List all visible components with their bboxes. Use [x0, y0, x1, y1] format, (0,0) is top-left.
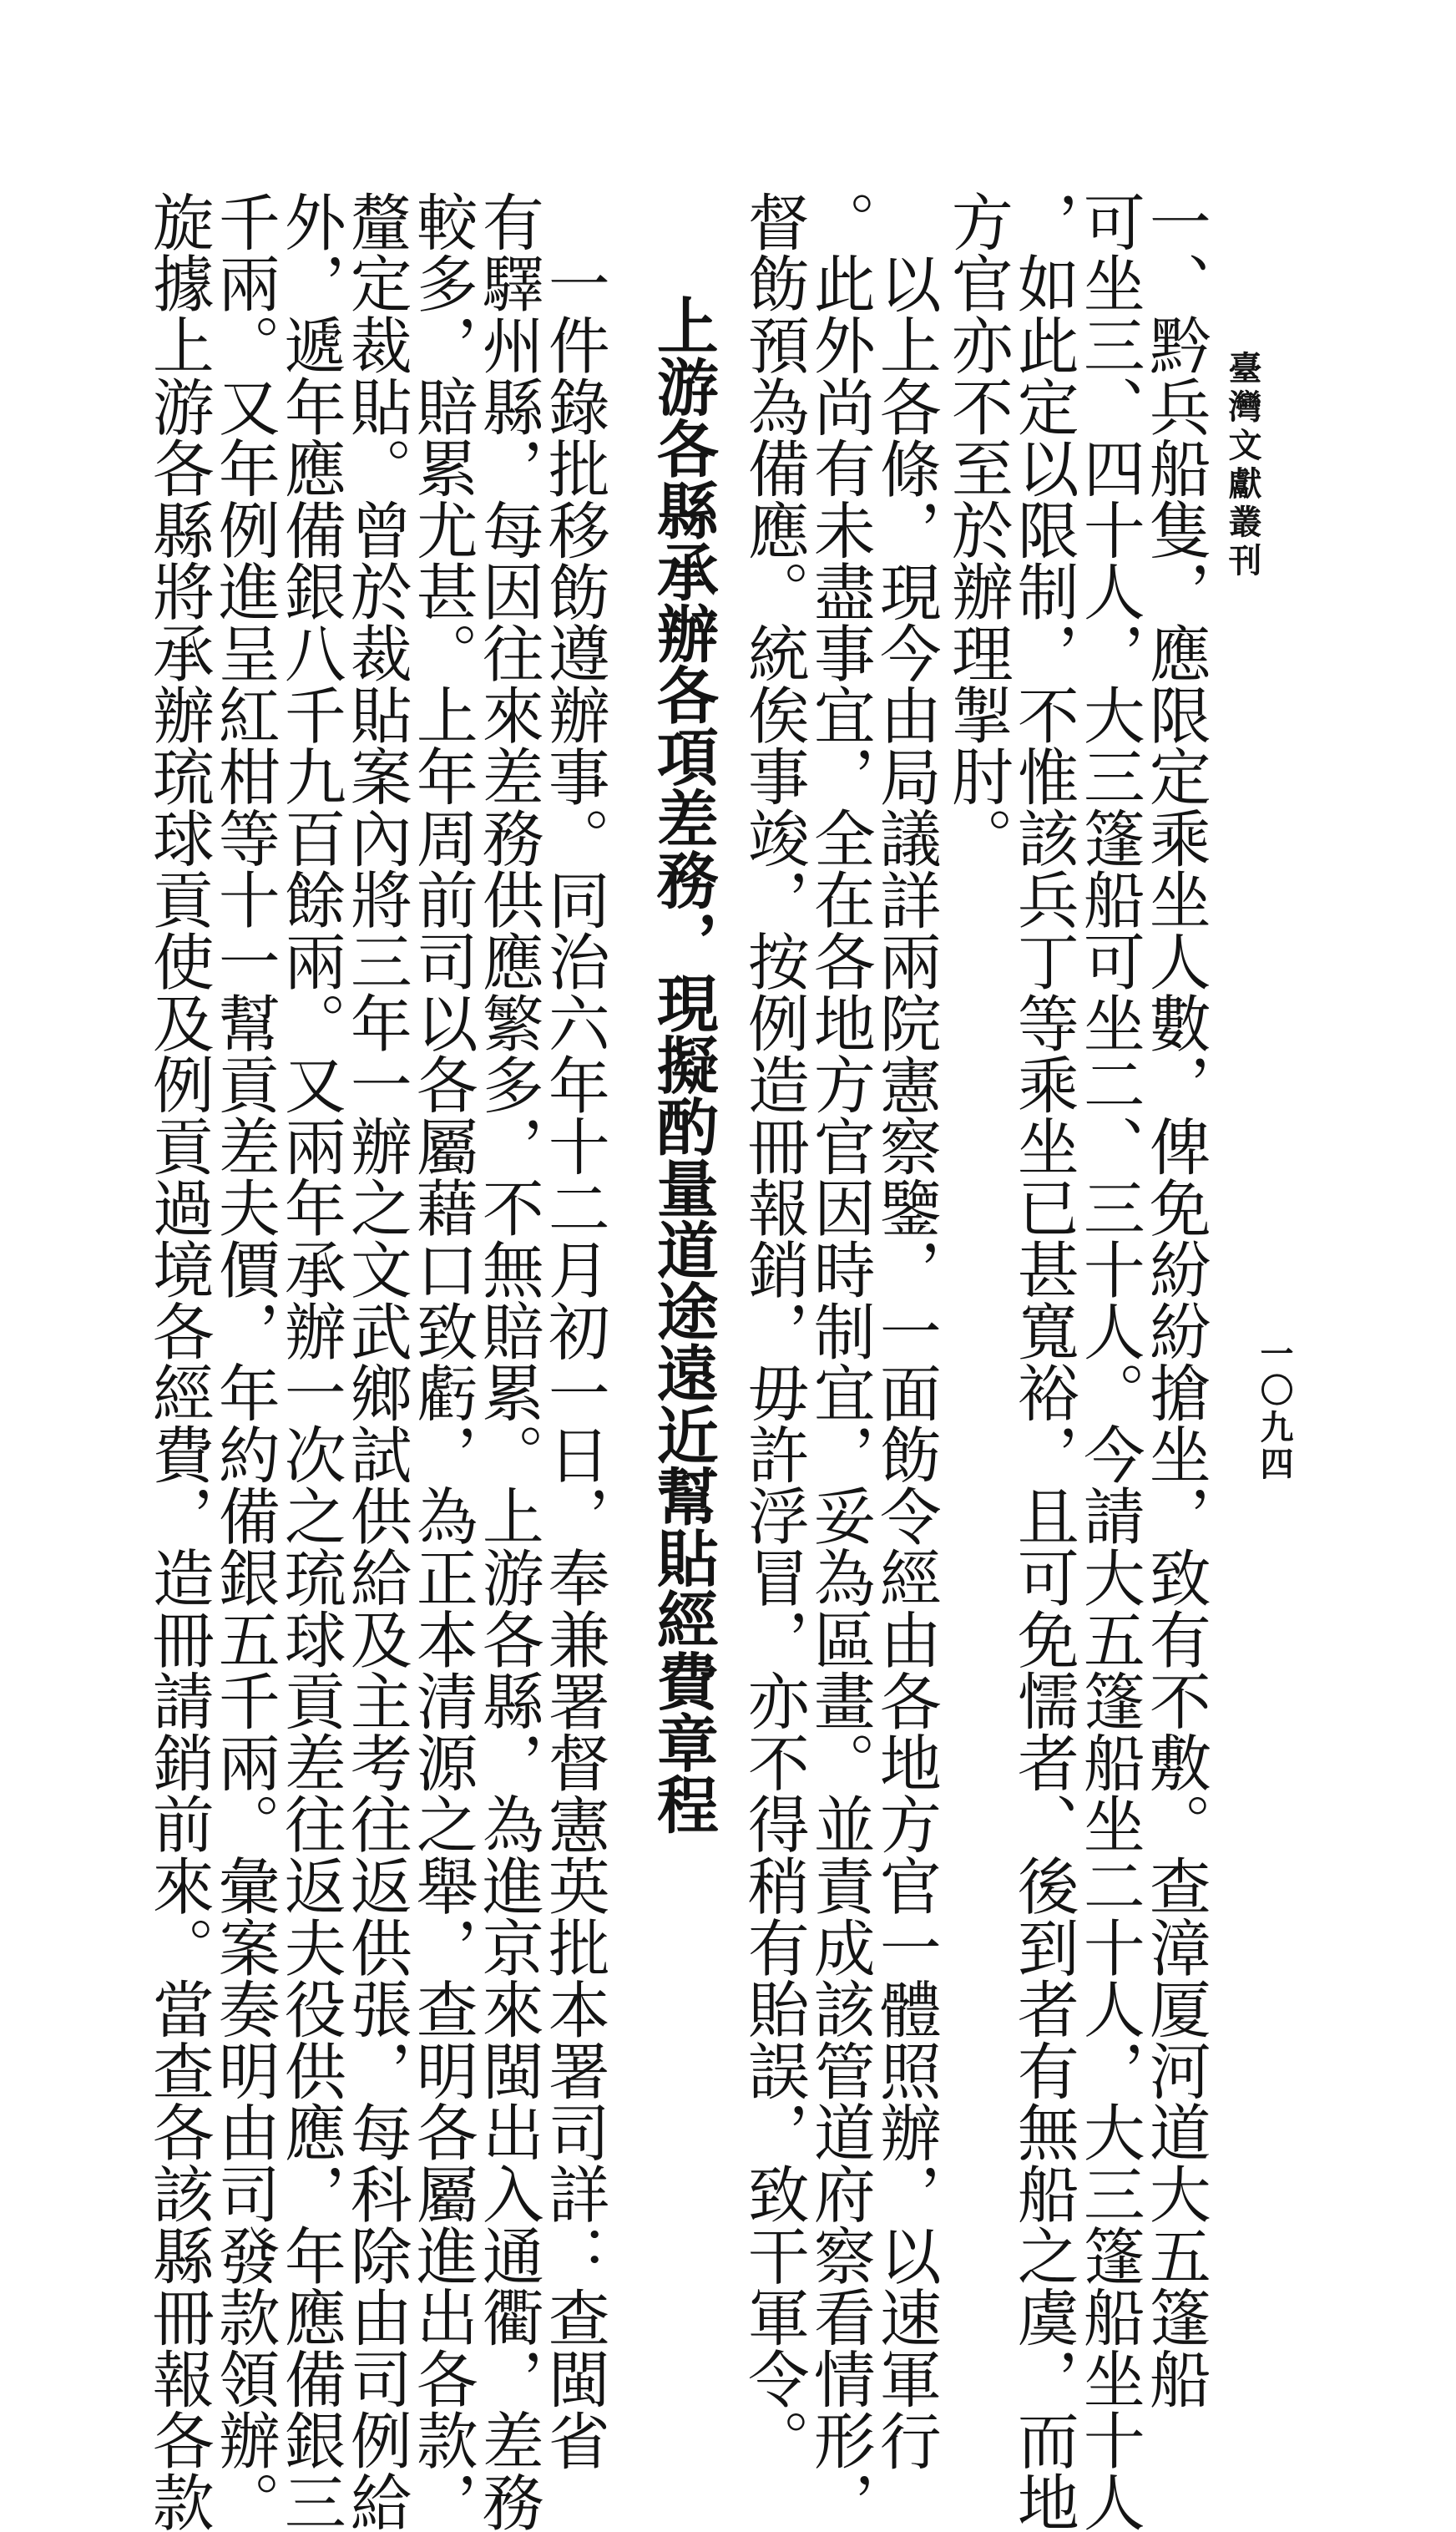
text-column: 以上各條，現今由局議詳兩院憲察鑒，一面飭令經由各地方官一體照辦，以速軍行 [869, 252, 942, 2471]
page-number: 一〇九四 [1255, 1336, 1294, 1483]
text-column: 有驛州縣，每因往來差務供應繁多，不無賠累。上游各縣，為進京來閩出入通衢，差務 [472, 190, 544, 2532]
text-column: 督飭預為備應。統俟事竣，按例造冊報銷，毋許浮冒，亦不得稍有貽誤，致干軍令。 [737, 190, 810, 2471]
text-column: 。此外尚有未盡事宜，全在各地方官因時制宜，妥為區畫。並責成該管道府察看情形， [803, 190, 876, 2532]
text-column: 釐定裁貼。曾於裁貼案內將三年一辦之文武鄉試供給及主考往返供張，每科除由司例給 [340, 190, 412, 2532]
section-heading: 上游各縣承辦各項差務，現擬酌量道途遠近幫貼經費章程 [646, 294, 719, 1836]
text-column: 較多，賠累尤甚。上年周前司以各屬藉口致虧，為正本清源之舉，查明各屬進出各款， [406, 190, 478, 2532]
text-column: ，如此定以限制，不惟該兵丁等乘坐已甚寬裕，且可免懦者、後到者有無船之虞，而地 [1007, 190, 1079, 2532]
text-column: 可坐三、四十人，大三篷船可坐二、三十人。今請大五篷船坐二十人，大三篷船坐十人 [1073, 190, 1145, 2532]
text-column: 千兩。又年例進呈紅柑等十一幫貢差夫價，年約備銀五千兩。彙案奏明由司發款領辦。 [208, 190, 281, 2532]
text-column: 一件錄批移飭遵辦事。同治六年十二月初一日，奉兼署督憲英批本署司詳：查閩省 [538, 252, 610, 2471]
text-column: 方官亦不至於辦理掣肘。 [941, 190, 1014, 868]
text-column: 外，遞年應備銀八千九百餘兩。又兩年承辦一次之琉球貢差往返夫役供應，年應備銀三 [274, 190, 346, 2532]
text-column: 一、黔兵船隻，應限定乘坐人數，俾免紛紛搶坐，致有不敷。查漳厦河道大五篷船 [1139, 190, 1211, 2409]
text-column: 旋據上游各縣將承辦琉球貢使及例貢過境各經費，造冊請銷前來。當查各該縣冊報各款 [142, 190, 215, 2532]
running-title: 臺灣文獻叢刊 [1223, 351, 1262, 581]
